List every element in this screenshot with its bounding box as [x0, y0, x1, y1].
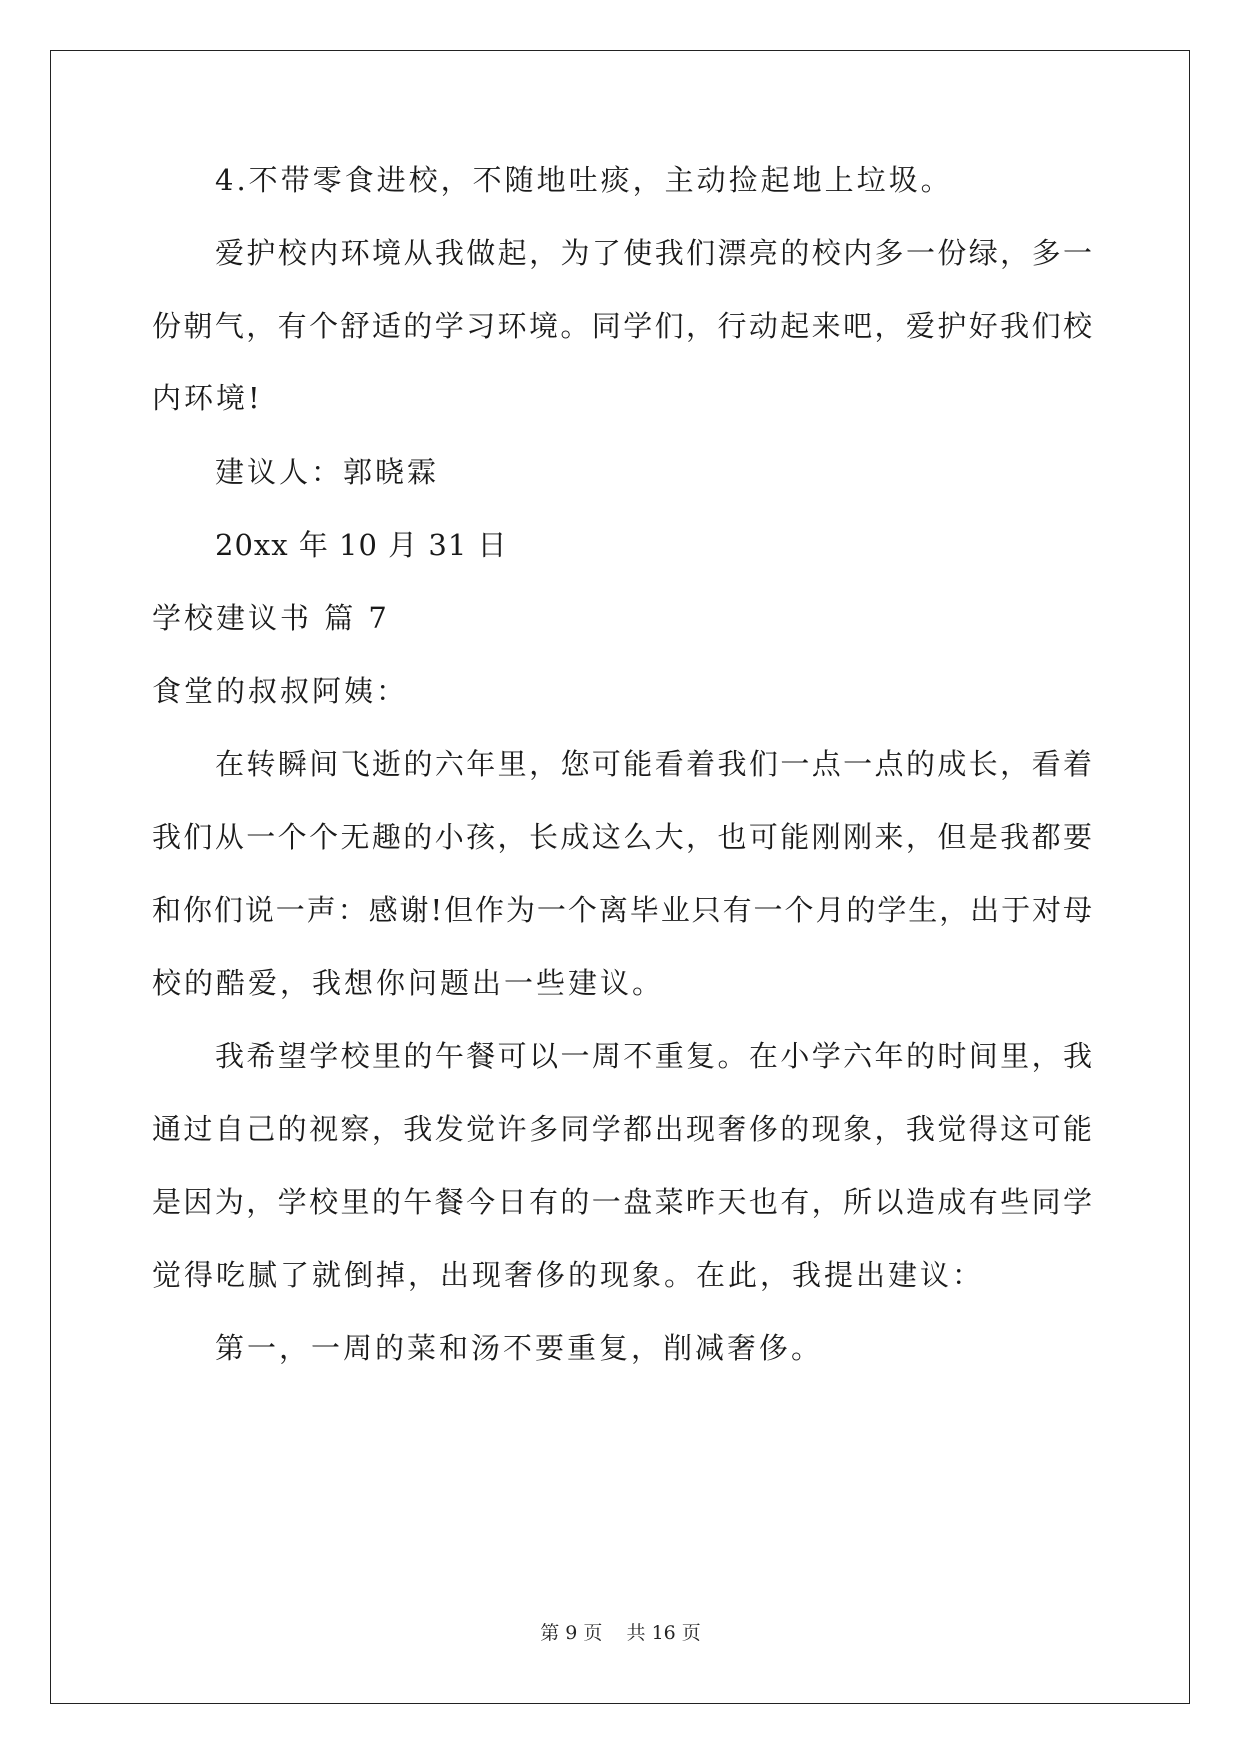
paragraph-line-17: 第一，一周的菜和汤不要重复，削减奢侈。 [215, 1331, 824, 1365]
paragraph-line-10: 我们从一个个无趣的小孩，长成这么大，也可能刚刚来，但是我都要 [152, 820, 1092, 854]
paragraph-line-16: 觉得吃腻了就倒掉，出现奢侈的现象。在此，我提出建议： [152, 1258, 985, 1292]
salutation-line: 食堂的叔叔阿姨： [152, 674, 409, 708]
page-border [50, 50, 1190, 1704]
paragraph-line-3: 份朝气，有个舒适的学习环境。同学们，行动起来吧，爱护好我们校 [152, 309, 1092, 343]
section-heading: 学校建议书 篇 7 [152, 601, 390, 635]
date-line: 20xx 年 10 月 31 日 [215, 528, 508, 562]
paragraph-line-11: 和你们说一声：感谢!但作为一个离毕业只有一个月的学生，出于对母 [152, 893, 1092, 927]
page-number-footer: 第 9 页 共 16 页 [540, 1622, 701, 1644]
paragraph-line-14: 通过自己的视察，我发觉许多同学都出现奢侈的现象，我觉得这可能 [152, 1112, 1092, 1146]
paragraph-line-2: 爱护校内环境从我做起，为了使我们漂亮的校内多一份绿，多一 [215, 236, 1092, 270]
signature-line: 建议人：郭晓霖 [215, 455, 440, 489]
paragraph-line-13: 我希望学校里的午餐可以一周不重复。在小学六年的时间里，我 [215, 1039, 1092, 1073]
paragraph-line-9: 在转瞬间飞逝的六年里，您可能看着我们一点一点的成长，看着 [215, 747, 1092, 781]
paragraph-line-15: 是因为，学校里的午餐今日有的一盘菜昨天也有，所以造成有些同学 [152, 1185, 1092, 1219]
paragraph-line-1: 4.不带零食进校，不随地吐痰，主动捡起地上垃圾。 [215, 163, 953, 197]
paragraph-line-12: 校的酷爱，我想你问题出一些建议。 [152, 966, 665, 1000]
paragraph-line-4: 内环境! [152, 381, 263, 415]
